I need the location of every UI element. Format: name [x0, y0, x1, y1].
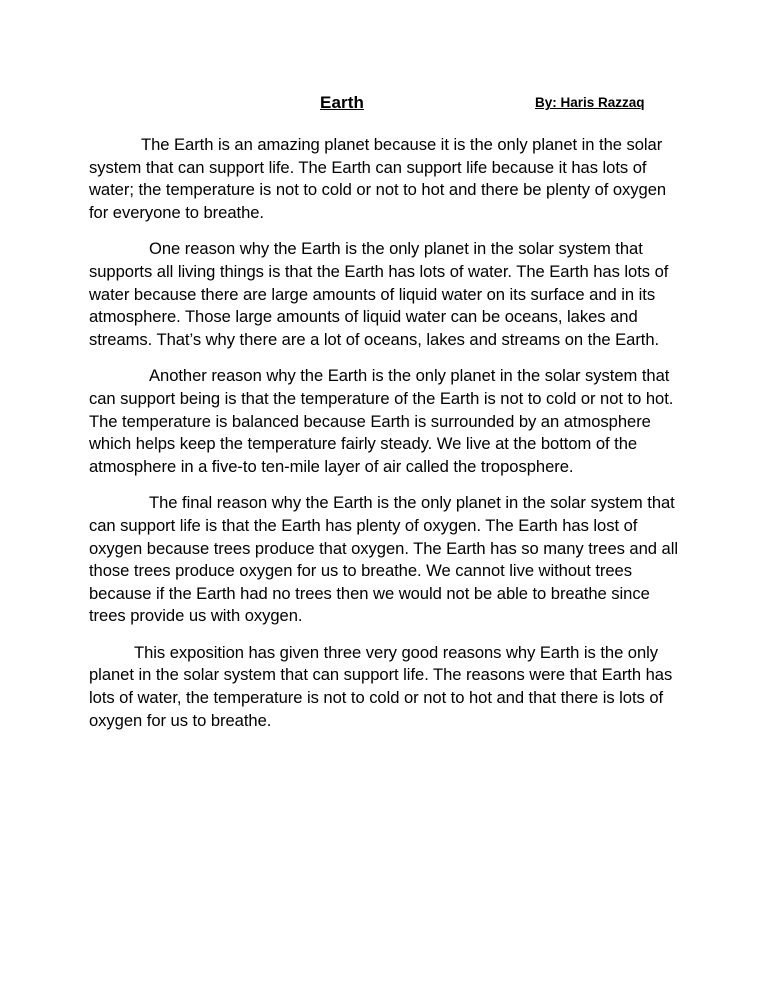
paragraph-conclusion: This exposition has given three very good reasons why Earth is the only planet in the solar system that can support life. The reasons were that Earth has lots of water, the temperature is not to cold or not to hot and that there is lots of oxygen for us to breathe. [89, 642, 673, 730]
paragraph-water: One reason why the Earth is the only planet in the solar system that supports all living things is that the Earth has lots of water. The Earth has lots of water because there are large amounts of liquid water on its surface and in its atmosphere. Those large amounts of liquid water can be oceans, lakes and streams. That’s why there are a lot of oceans, lakes and streams on the Earth. [89, 239, 669, 349]
title-row [0, 93, 768, 117]
document-body [89, 134, 681, 746]
document-title: Earth [320, 93, 364, 112]
paragraph-intro: The Earth is an amazing planet because it is the only planet in the solar system that can support life. The Earth can support life because it has lots of water; the temperature is not to cold or not to hot and there be plenty of oxygen for everyone to breathe. [89, 135, 667, 222]
paragraph-temperature: Another reason why the Earth is the only planet in the solar system that can support being is that the temperature of the Earth is not to cold or not to hot. The temperature is balanced because Earth is surrounded by an atmosphere which helps keep the temperature fairly steady. We live at the bottom of the atmosphere in a five-to ten-mile layer of air called the troposphere. [89, 366, 674, 476]
paragraph-oxygen: The final reason why the Earth is the only planet in the solar system that can support life is that the Earth has plenty of oxygen. The Earth has lost of oxygen because trees produce that oxygen. The Earth has so many trees and all those trees produce oxygen for us to breathe. We cannot live without trees because if the Earth had no trees then we would not be able to breathe since trees provide us with oxygen. [89, 493, 678, 626]
document-author: By: Haris Razzaq [535, 95, 645, 110]
